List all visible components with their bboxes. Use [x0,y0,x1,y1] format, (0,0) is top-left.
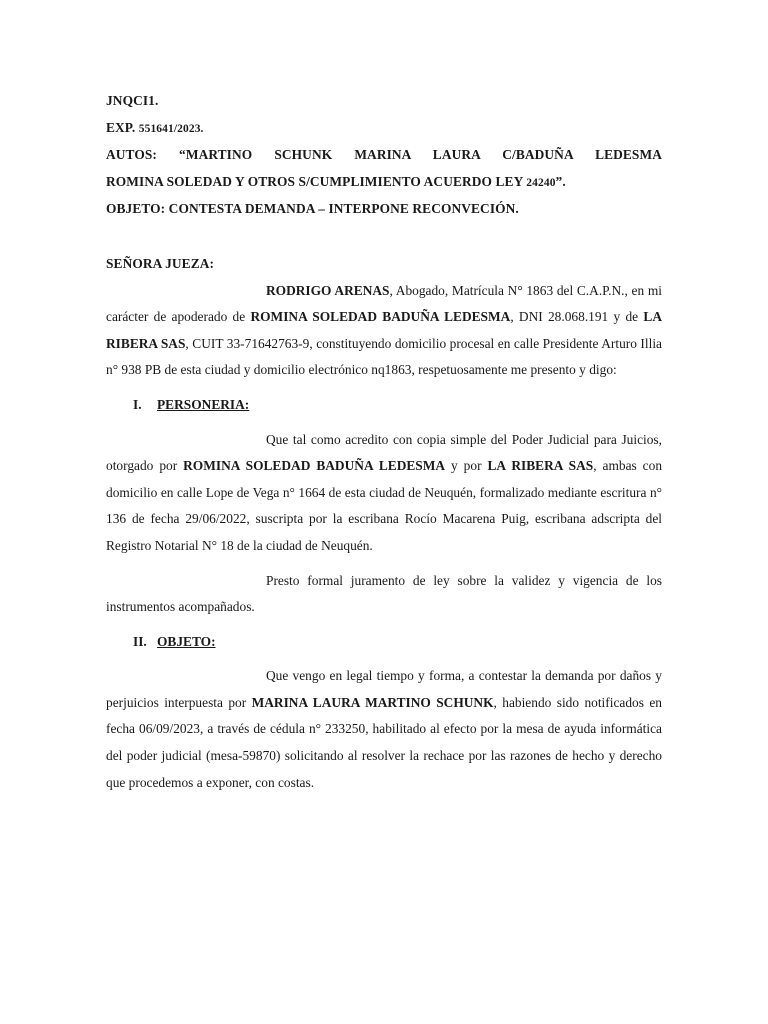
document-page [106,88,662,796]
expediente-number: EXP. 551641/2023. [106,119,204,135]
autos-line-2: ROMINA SOLEDAD Y OTROS S/CUMPLIMIENTO ACUERDO LEY 24240”. [106,173,566,189]
lawyer-name: RODRIGO ARENAS [266,282,390,298]
client-name: ROMINA SOLEDAD BADUÑA LEDESMA [250,309,511,325]
autos-line-1: AUTOS: “MARTINO SCHUNK MARINA LAURA C/BADUÑA LEDESMA [106,147,662,163]
objeto-paragraph: Que vengo en legal tiempo y forma, a contestar la demanda por daños y perjuicios interpuesta por MARINA LAURA MARTINO SCHUNK, habiendo sido notificados en fecha 06/09/2023, a través de cédula n° 233250, habilitado al efecto por la mesa de ayuda informática del poder judicial (mesa-59870) solicitando al resolver la rechace por las razones de hecho y derecho que procedemos a exponer, con costas. [106,668,662,790]
section-title-personeria: I. PERSONERIA: [133,396,250,412]
section-title-objeto: II. OBJETO: [133,633,216,649]
court-code: JNQCI1. [106,93,159,108]
salutation: SEÑORA JUEZA: [106,255,215,271]
intro-paragraph: RODRIGO ARENAS, Abogado, Matrícula N° 1863 del C.A.P.N., en mi carácter de apoderado de ROMINA SOLEDAD BADUÑA LEDESMA, DNI 28.068.191 y de LA RIBERA SAS, CUIT 33-71642763-9, constituyendo domicilio procesal en calle Presidente Arturo Illia n° 938 PB de esta ciudad y domicilio electrónico nq1863, respetuosamente me presento y digo: [106,282,662,378]
objeto-line: OBJETO: CONTESTA DEMANDA – INTERPONE RECONVECIÓN. [106,201,519,217]
personeria-paragraph-1: Que tal como acredito con copia simple del Poder Judicial para Juicios, otorgado por ROMINA SOLEDAD BADUÑA LEDESMA y por LA RIBERA SAS, ambas con domicilio en calle Lope de Vega n° 1664 de esta ciudad de Neuquén, formalizado mediante escritura n° 136 de fecha 29/06/2022, suscripta por la escribana Rocío Macarena Puig, escribana adscripta del Registro Notarial N° 18 de la ciudad de Neuquén. [106,431,663,553]
personeria-paragraph-2: Presto formal juramento de ley sobre la validez y vigencia de los instrumentos acompañados. [106,572,662,615]
company-name: LA RIBERA SAS [106,309,662,351]
